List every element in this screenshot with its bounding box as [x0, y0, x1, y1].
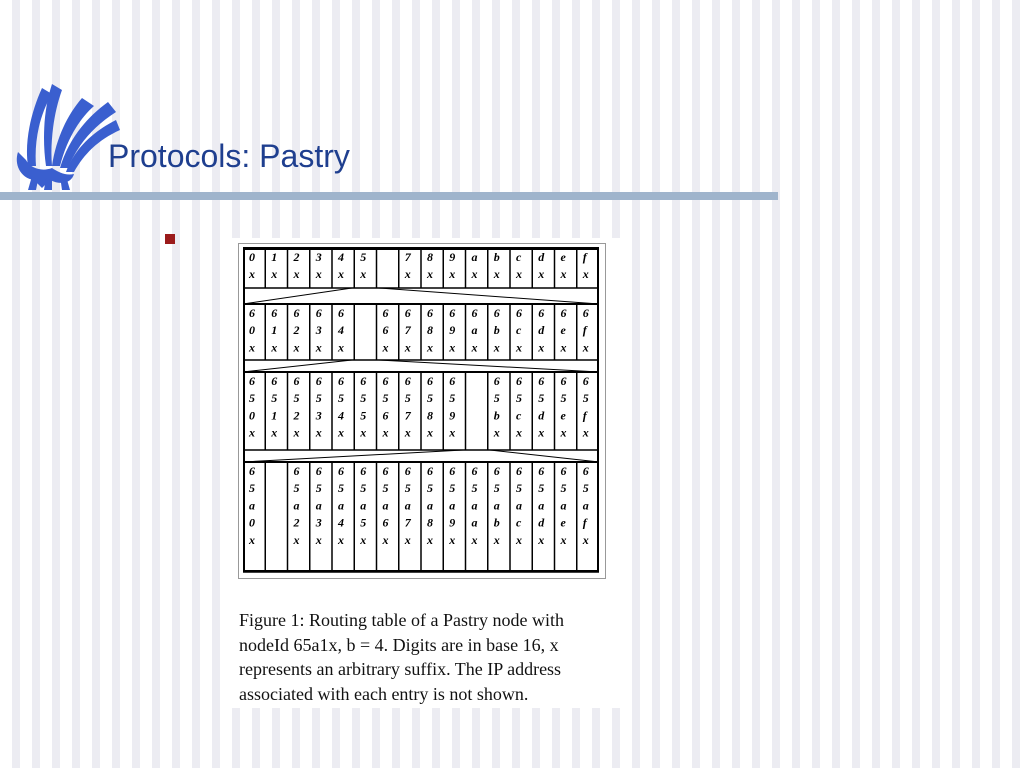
cell-glyph: 6: [560, 374, 567, 388]
cell-glyph: x: [538, 532, 545, 547]
cell-glyph: 6: [493, 374, 500, 388]
table-cell: [337, 250, 344, 281]
cell-glyph: 5: [360, 515, 367, 530]
cell-glyph: 5: [404, 481, 411, 496]
caption-line: Figure 1: Routing table of a Pastry node with: [239, 610, 564, 630]
table-cell: [537, 464, 545, 547]
cell-glyph: a: [315, 498, 322, 513]
table-row: [243, 372, 599, 450]
slide-title: Protocols: Pastry: [108, 138, 350, 174]
cell-glyph: x: [582, 340, 589, 355]
table-cell: [337, 306, 344, 354]
cell-glyph: x: [249, 340, 255, 355]
table-cell: [515, 250, 522, 281]
cell-glyph: 7: [404, 515, 411, 530]
table-cell: [448, 306, 455, 354]
table-cell: [382, 374, 389, 440]
cell-glyph: 5: [293, 391, 300, 406]
cell-glyph: 6: [493, 464, 500, 478]
cell-glyph: x: [538, 340, 545, 355]
cell-glyph: x: [271, 340, 278, 355]
cell-glyph: 1: [271, 323, 278, 338]
cell-glyph: 5: [293, 481, 300, 496]
cell-glyph: 5: [582, 481, 589, 496]
cell-glyph: 0: [249, 515, 255, 530]
cell-glyph: 5: [360, 408, 367, 423]
cell-glyph: a: [471, 250, 478, 264]
cell-glyph: x: [560, 532, 567, 547]
table-cell: [560, 250, 567, 281]
table-cell: [315, 306, 322, 354]
cell-glyph: 7: [404, 323, 411, 338]
cell-glyph: 6: [360, 464, 367, 478]
cell-glyph: 2: [293, 408, 300, 423]
cell-glyph: a: [582, 498, 589, 513]
cell-glyph: x: [493, 267, 500, 282]
cell-glyph: 6: [315, 306, 322, 320]
cell-glyph: a: [293, 498, 300, 513]
cell-glyph: x: [315, 532, 322, 547]
cell-glyph: 2: [293, 250, 300, 264]
table-cell: [404, 464, 412, 547]
cell-glyph: 6: [582, 464, 589, 478]
table-cell: [270, 250, 277, 281]
table-cell: [560, 306, 567, 354]
table-cell: [293, 374, 300, 440]
cell-glyph: a: [471, 498, 478, 513]
table-cell: [337, 374, 344, 440]
cell-glyph: a: [516, 498, 522, 513]
cell-glyph: b: [493, 515, 500, 530]
cell-glyph: 6: [538, 464, 545, 478]
table-cell: [293, 464, 300, 547]
cell-glyph: 5: [449, 391, 456, 406]
table-cell: [359, 464, 366, 547]
cell-glyph: x: [404, 340, 411, 355]
cell-glyph: 5: [360, 250, 367, 264]
cell-glyph: 5: [360, 391, 367, 406]
cell-glyph: c: [516, 323, 522, 338]
cell-glyph: 5: [249, 481, 255, 496]
cell-glyph: 6: [382, 515, 389, 530]
cell-glyph: e: [560, 323, 566, 338]
table-cell: [359, 250, 366, 281]
cell-glyph: 5: [382, 481, 389, 496]
cell-glyph: 5: [582, 391, 589, 406]
cell-glyph: x: [293, 425, 300, 440]
cell-glyph: d: [538, 323, 545, 338]
table-cell: [359, 374, 366, 440]
table-cell: [315, 374, 322, 440]
cell-glyph: 6: [471, 306, 478, 320]
cell-glyph: x: [427, 532, 433, 547]
cell-glyph: x: [404, 425, 411, 440]
table-cell: [248, 464, 255, 547]
cell-glyph: x: [560, 425, 567, 440]
cell-glyph: 1: [271, 408, 278, 423]
cell-glyph: x: [271, 267, 278, 282]
table-cell: [293, 250, 300, 281]
cell-glyph: 2: [293, 323, 300, 338]
table-row: [243, 248, 599, 288]
cell-glyph: x: [493, 425, 500, 440]
cell-glyph: a: [493, 498, 500, 513]
cell-glyph: 1: [271, 250, 278, 264]
cell-glyph: 6: [382, 408, 389, 423]
table-row: [243, 462, 599, 572]
cell-glyph: 3: [315, 323, 322, 338]
cell-glyph: x: [315, 267, 322, 282]
cell-glyph: x: [449, 267, 456, 282]
cell-glyph: x: [315, 340, 322, 355]
table-cell: [493, 250, 500, 281]
title-divider: [0, 192, 778, 200]
caption-line: associated with each entry is not shown.: [239, 683, 529, 704]
cell-glyph: a: [538, 498, 545, 513]
cell-glyph: 0: [249, 408, 255, 423]
cell-glyph: 6: [516, 306, 522, 320]
cell-glyph: 3: [315, 408, 322, 423]
cell-glyph: 6: [315, 464, 322, 478]
cell-glyph: 6: [293, 306, 300, 320]
cell-glyph: x: [538, 267, 545, 282]
cell-glyph: a: [249, 498, 255, 513]
table-row: [243, 304, 599, 360]
cell-glyph: x: [404, 267, 411, 282]
cell-glyph: d: [538, 250, 545, 264]
cell-glyph: 5: [338, 391, 344, 406]
row-expansion-lines: [243, 450, 599, 462]
cell-glyph: x: [449, 532, 456, 547]
table-cell: [582, 250, 589, 281]
table-cell: [582, 306, 589, 354]
cell-glyph: 6: [338, 464, 344, 478]
table-cell: [493, 306, 500, 354]
cell-glyph: x: [493, 532, 500, 547]
cell-glyph: 5: [360, 481, 367, 496]
table-cell: [515, 464, 522, 547]
cell-glyph: d: [538, 408, 545, 423]
cell-glyph: 5: [427, 391, 433, 406]
table-cell: [471, 464, 478, 547]
cell-glyph: x: [271, 425, 278, 440]
cell-glyph: 9: [449, 323, 456, 338]
cell-glyph: c: [516, 515, 522, 530]
cell-glyph: 6: [471, 464, 478, 478]
table-cell: [270, 306, 277, 354]
cell-glyph: a: [449, 498, 456, 513]
caption-line: represents an arbitrary suffix. The IP address: [239, 659, 562, 679]
cell-glyph: c: [516, 250, 522, 264]
table-cell: [270, 374, 277, 440]
cell-glyph: 8: [427, 250, 433, 264]
cell-glyph: x: [493, 340, 500, 355]
cell-glyph: x: [360, 267, 367, 282]
cell-glyph: 5: [249, 391, 255, 406]
cell-glyph: 7: [404, 250, 411, 264]
table-cell: [248, 250, 255, 281]
cell-glyph: 6: [382, 374, 389, 388]
caption-line: nodeId 65a1x, b = 4. Digits are in base 16, x: [239, 634, 559, 655]
table-cell: [582, 374, 589, 440]
table-cell: [493, 374, 500, 440]
table-cell: [560, 464, 567, 547]
cell-glyph: 5: [493, 481, 500, 496]
cell-glyph: x: [338, 267, 344, 282]
cell-glyph: 6: [516, 374, 522, 388]
cell-glyph: 6: [427, 464, 433, 478]
cell-glyph: x: [582, 267, 589, 282]
cell-glyph: 5: [538, 391, 545, 406]
routing-table-frame: [238, 243, 606, 579]
table-cell: [537, 306, 545, 354]
cell-glyph: x: [427, 267, 433, 282]
cell-glyph: 5: [315, 481, 322, 496]
cell-glyph: 5: [404, 391, 411, 406]
cell-glyph: 6: [582, 374, 589, 388]
cell-glyph: 8: [427, 515, 433, 530]
table-cell: [382, 306, 389, 354]
table-cell: [582, 464, 589, 547]
cell-glyph: b: [493, 250, 500, 264]
cell-glyph: 6: [449, 306, 456, 320]
cell-glyph: x: [338, 340, 344, 355]
griffin-logo-icon: [12, 80, 122, 192]
cell-glyph: b: [493, 408, 500, 423]
cell-glyph: a: [560, 498, 567, 513]
cell-glyph: 6: [382, 306, 389, 320]
cell-glyph: 0: [249, 323, 255, 338]
table-cell: [493, 464, 500, 547]
cell-glyph: 5: [560, 391, 567, 406]
cell-glyph: 9: [449, 250, 456, 264]
table-cell: [426, 464, 433, 547]
cell-glyph: x: [249, 267, 255, 282]
cell-glyph: e: [560, 515, 566, 530]
cell-glyph: e: [560, 408, 566, 423]
cell-glyph: 5: [493, 391, 500, 406]
cell-glyph: f: [582, 408, 587, 423]
cell-glyph: d: [538, 515, 545, 530]
cell-glyph: 6: [249, 306, 255, 320]
cell-glyph: a: [471, 515, 478, 530]
figure-caption: [239, 608, 619, 706]
cell-glyph: x: [382, 532, 389, 547]
cell-glyph: 6: [293, 374, 300, 388]
cell-glyph: x: [338, 425, 344, 440]
cell-glyph: x: [293, 340, 300, 355]
table-cell: [248, 306, 255, 354]
row-expansion-lines: [243, 360, 599, 372]
cell-glyph: a: [404, 498, 411, 513]
cell-glyph: 6: [427, 306, 433, 320]
cell-glyph: 6: [338, 374, 344, 388]
table-cell: [315, 250, 322, 281]
table-cell: [337, 464, 344, 547]
cell-glyph: 3: [315, 515, 322, 530]
cell-glyph: 2: [293, 515, 300, 530]
table-cell: [315, 464, 322, 547]
cell-glyph: x: [516, 532, 522, 547]
cell-glyph: 4: [338, 515, 344, 530]
table-cell: [426, 250, 433, 281]
cell-glyph: x: [471, 532, 478, 547]
table-cell: [537, 250, 545, 281]
cell-glyph: x: [560, 267, 567, 282]
cell-glyph: f: [582, 250, 587, 264]
cell-glyph: 6: [582, 306, 589, 320]
cell-glyph: x: [449, 425, 456, 440]
table-cell: [448, 374, 455, 440]
cell-glyph: 6: [516, 464, 522, 478]
cell-glyph: c: [516, 408, 522, 423]
cell-glyph: 5: [315, 391, 322, 406]
table-cell: [293, 306, 300, 354]
cell-glyph: 8: [427, 408, 433, 423]
table-cell: [537, 374, 545, 440]
table-cell: [404, 306, 412, 354]
cell-glyph: x: [315, 425, 322, 440]
cell-glyph: 6: [560, 464, 567, 478]
cell-glyph: x: [560, 340, 567, 355]
cell-glyph: 4: [338, 408, 344, 423]
cell-glyph: b: [493, 323, 500, 338]
cell-glyph: 5: [271, 391, 278, 406]
cell-glyph: 6: [271, 306, 278, 320]
cell-glyph: 6: [338, 306, 344, 320]
cell-glyph: x: [360, 532, 367, 547]
cell-glyph: x: [516, 425, 522, 440]
cell-glyph: 6: [538, 374, 545, 388]
cell-glyph: 5: [516, 391, 522, 406]
cell-glyph: 0: [249, 250, 255, 264]
cell-glyph: 6: [404, 306, 411, 320]
cell-glyph: 9: [449, 515, 456, 530]
cell-glyph: 3: [315, 250, 322, 264]
cell-glyph: 5: [538, 481, 545, 496]
table-cell: [515, 374, 522, 440]
row-expansion-lines: [243, 288, 599, 304]
cell-glyph: f: [582, 515, 587, 530]
cell-glyph: f: [582, 323, 587, 338]
cell-glyph: 6: [315, 374, 322, 388]
cell-glyph: 6: [382, 323, 389, 338]
routing-table-figure: [231, 238, 620, 708]
cell-glyph: x: [293, 267, 300, 282]
cell-glyph: 6: [493, 306, 500, 320]
cell-glyph: 6: [449, 374, 456, 388]
bullet-marker: [165, 234, 175, 244]
table-cell: [426, 374, 433, 440]
cell-glyph: 8: [427, 323, 433, 338]
cell-glyph: 5: [471, 481, 478, 496]
cell-glyph: x: [582, 532, 589, 547]
cell-glyph: 4: [338, 323, 344, 338]
cell-glyph: 5: [516, 481, 522, 496]
cell-glyph: a: [471, 323, 478, 338]
cell-glyph: x: [582, 425, 589, 440]
cell-glyph: 7: [404, 408, 411, 423]
cell-glyph: x: [249, 425, 255, 440]
cell-glyph: a: [427, 498, 433, 513]
cell-glyph: 6: [560, 306, 567, 320]
cell-glyph: x: [360, 425, 367, 440]
cell-glyph: 6: [427, 374, 433, 388]
cell-glyph: x: [382, 425, 389, 440]
table-cell: [248, 374, 255, 440]
cell-glyph: 6: [382, 464, 389, 478]
cell-glyph: a: [382, 498, 389, 513]
cell-glyph: x: [471, 267, 478, 282]
cell-glyph: x: [516, 340, 522, 355]
cell-glyph: 6: [449, 464, 456, 478]
cell-glyph: x: [382, 340, 389, 355]
cell-glyph: 6: [404, 374, 411, 388]
cell-glyph: 5: [449, 481, 456, 496]
cell-glyph: x: [538, 425, 545, 440]
table-cell: [404, 250, 412, 281]
cell-glyph: 6: [249, 374, 255, 388]
cell-glyph: 9: [449, 408, 456, 423]
cell-glyph: x: [449, 340, 456, 355]
table-cell: [515, 306, 522, 354]
cell-glyph: 6: [293, 464, 300, 478]
cell-glyph: 6: [360, 374, 367, 388]
cell-glyph: x: [427, 425, 433, 440]
routing-table: [243, 248, 599, 572]
cell-glyph: 5: [427, 481, 433, 496]
table-cell: [471, 306, 478, 354]
table-cell: [382, 464, 389, 547]
table-cell: [448, 250, 455, 281]
cell-glyph: 6: [404, 464, 411, 478]
cell-glyph: 4: [338, 250, 344, 264]
cell-glyph: x: [293, 532, 300, 547]
cell-glyph: x: [249, 532, 255, 547]
cell-glyph: x: [427, 340, 433, 355]
cell-glyph: 5: [382, 391, 389, 406]
cell-glyph: a: [360, 498, 367, 513]
table-cell: [404, 374, 412, 440]
cell-glyph: a: [338, 498, 344, 513]
cell-glyph: x: [516, 267, 522, 282]
cell-glyph: e: [560, 250, 566, 264]
cell-glyph: 6: [271, 374, 278, 388]
cell-glyph: x: [338, 532, 344, 547]
cell-glyph: 6: [249, 464, 255, 478]
cell-glyph: x: [404, 532, 411, 547]
cell-glyph: 6: [538, 306, 545, 320]
cell-glyph: 5: [338, 481, 344, 496]
table-cell: [560, 374, 567, 440]
cell-glyph: x: [471, 340, 478, 355]
cell-glyph: 5: [560, 481, 567, 496]
table-cell: [448, 464, 455, 547]
table-cell: [426, 306, 433, 354]
table-cell: [471, 250, 478, 281]
